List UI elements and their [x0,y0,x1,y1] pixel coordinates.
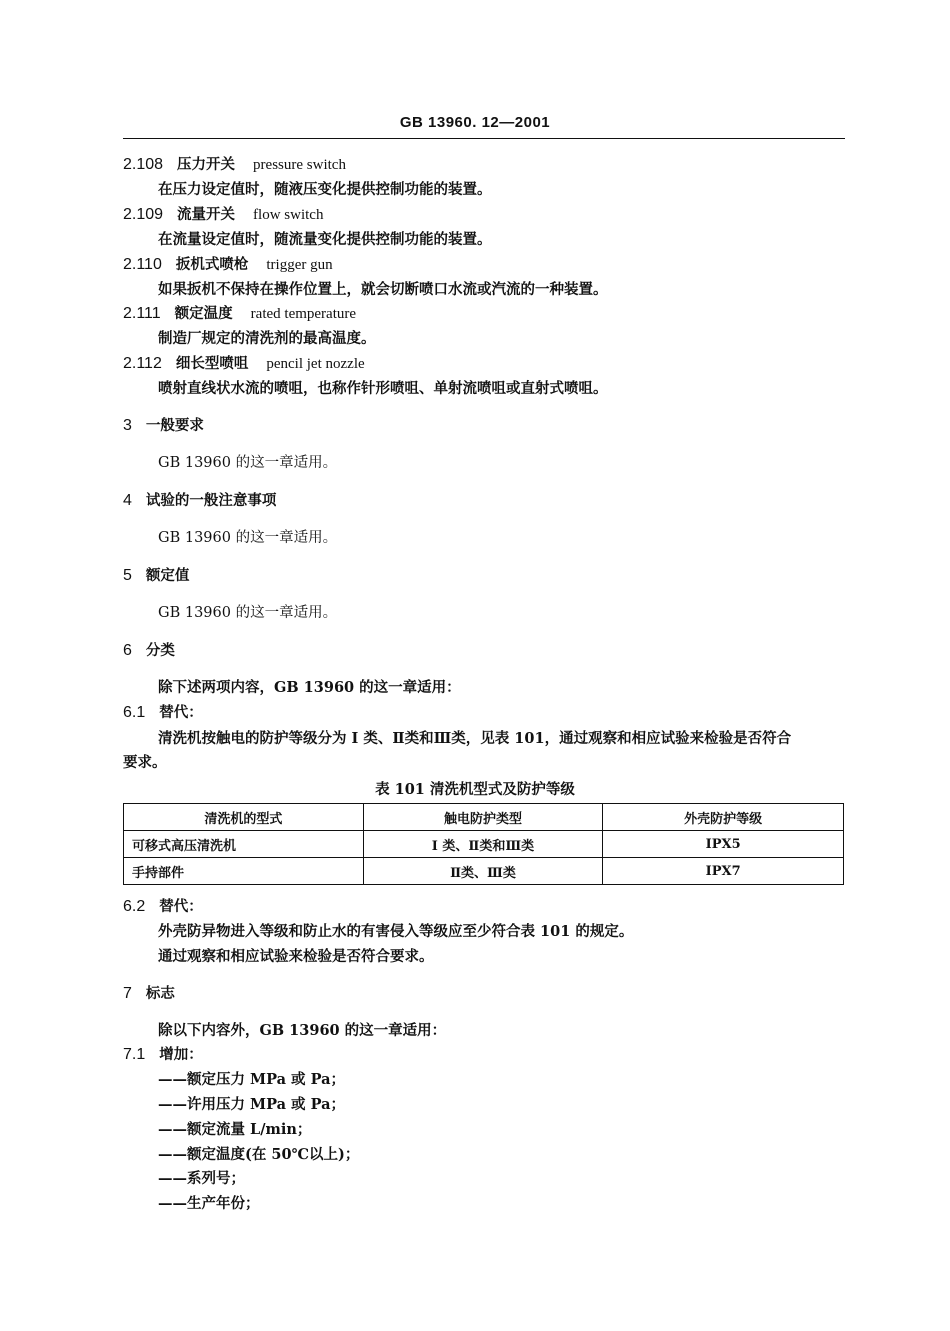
clause-6-1-text: 清洗机按触电的防护等级分为 I 类、Ⅱ类和Ⅲ类，见表 101，通过观察和相应试验来检验是否符合 [158,730,792,747]
clause-number: 6.2 [123,898,146,915]
definition-2-112 [123,354,365,374]
section-5-text: GB 13960 的这一章适用。 [158,605,338,621]
term-english: pressure switch [253,157,346,173]
section-3-heading [123,416,204,436]
document-header: GB 13960. 12—2001 [399,114,551,131]
table-row [124,831,844,858]
term-english: rated temperature [250,306,357,322]
clause-6-1-text-continued: 要求。 [123,754,167,771]
section-3-text: GB 13960 的这一章适用。 [158,455,338,471]
definition-text: 在压力设定值时，随液压变化提供控制功能的装置。 [158,181,492,198]
term-chinese: 细长型喷咀 [175,355,249,372]
term-chinese: 扳机式喷枪 [175,256,249,273]
section-number: 3 [123,417,132,434]
clause-number: 2.110 [123,256,162,273]
column-header: 清洗机的型式 [124,804,364,831]
definition-text: 制造厂规定的清洗剂的最高温度。 [158,330,376,347]
list-item: ——许用压力 MPa 或 Pa； [158,1096,346,1113]
table-cell: I 类、Ⅱ类和Ⅲ类 [363,831,603,858]
term-english: flow switch [253,207,324,223]
table-cell: IPX5 [603,831,844,858]
column-header: 外壳防护等级 [603,804,844,831]
table-cell: 可移式高压清洗机 [124,831,364,858]
column-header: 触电防护类型 [363,804,603,831]
section-4-text: GB 13960 的这一章适用。 [158,530,338,546]
section-number: 5 [123,567,132,584]
clause-label: 替代： [159,704,203,721]
section-number: 6 [123,642,132,659]
section-5-heading [123,566,189,586]
term-chinese: 额定温度 [174,305,233,322]
section-title: 额定值 [145,567,190,584]
section-title: 标志 [145,985,175,1002]
definition-2-109 [123,205,323,225]
table-header-row [124,804,844,831]
term-chinese: 流量开关 [177,206,236,223]
table-cell: 手持部件 [124,858,364,885]
clause-number: 2.111 [123,305,161,322]
list-item: ——生产年份； [158,1195,260,1212]
section-4-heading [123,491,276,511]
table-row [124,858,844,885]
term-english: pencil jet nozzle [266,356,365,372]
list-item: ——额定流量 L/min； [158,1121,312,1138]
list-item: ——系列号； [158,1170,245,1187]
clause-number: 2.109 [123,206,164,223]
definition-2-110 [123,255,333,275]
clause-number: 6.1 [123,704,146,721]
section-title: 试验的一般注意事项 [145,492,277,509]
clause-6-2 [123,897,203,917]
section-title: 一般要求 [145,417,204,434]
section-number: 4 [123,492,132,509]
definition-text: 在流量设定值时，随流量变化提供控制功能的装置。 [158,231,492,248]
section-7-heading [123,984,175,1004]
section-7-intro: 除以下内容外，GB 13960 的这一章适用： [158,1022,447,1039]
term-chinese: 压力开关 [177,156,236,173]
definition-2-108 [123,155,346,175]
definition-2-111 [123,304,356,324]
section-number: 7 [123,985,132,1002]
section-title: 分类 [145,642,175,659]
definition-text: 如果扳机不保持在操作位置上，就会切断喷口水流或汽流的一种装置。 [158,281,608,298]
table-cell: IPX7 [603,858,844,885]
clause-6-2-text: 外壳防异物进入等级和防止水的有害侵入等级应至少符合表 101 的规定。 [158,923,634,940]
section-6-heading [123,641,175,661]
table-cell: Ⅱ类、Ⅲ类 [363,858,603,885]
list-item: ——额定压力 MPa 或 Pa； [158,1071,346,1088]
clause-label: 替代： [159,898,203,915]
clause-6-1 [123,703,203,723]
header-rule [123,138,845,139]
clause-number: 2.108 [123,156,164,173]
table-101 [123,803,844,885]
clause-label: 增加： [159,1046,203,1063]
table-caption: 表 101 清洗机型式及防护等级 [375,781,575,798]
clause-number: 2.112 [123,355,162,372]
clause-number: 7.1 [123,1046,146,1063]
clause-7-1 [123,1045,203,1065]
definition-text: 喷射直线状水流的喷咀，也称作针形喷咀、单射流喷咀或直射式喷咀。 [158,380,608,397]
section-6-intro: 除下述两项内容，GB 13960 的这一章适用： [158,679,461,696]
list-item: ——额定温度(在 50℃以上)； [158,1146,360,1163]
term-english: trigger gun [266,257,333,273]
clause-6-2-text-continued: 通过观察和相应试验来检验是否符合要求。 [158,948,434,965]
